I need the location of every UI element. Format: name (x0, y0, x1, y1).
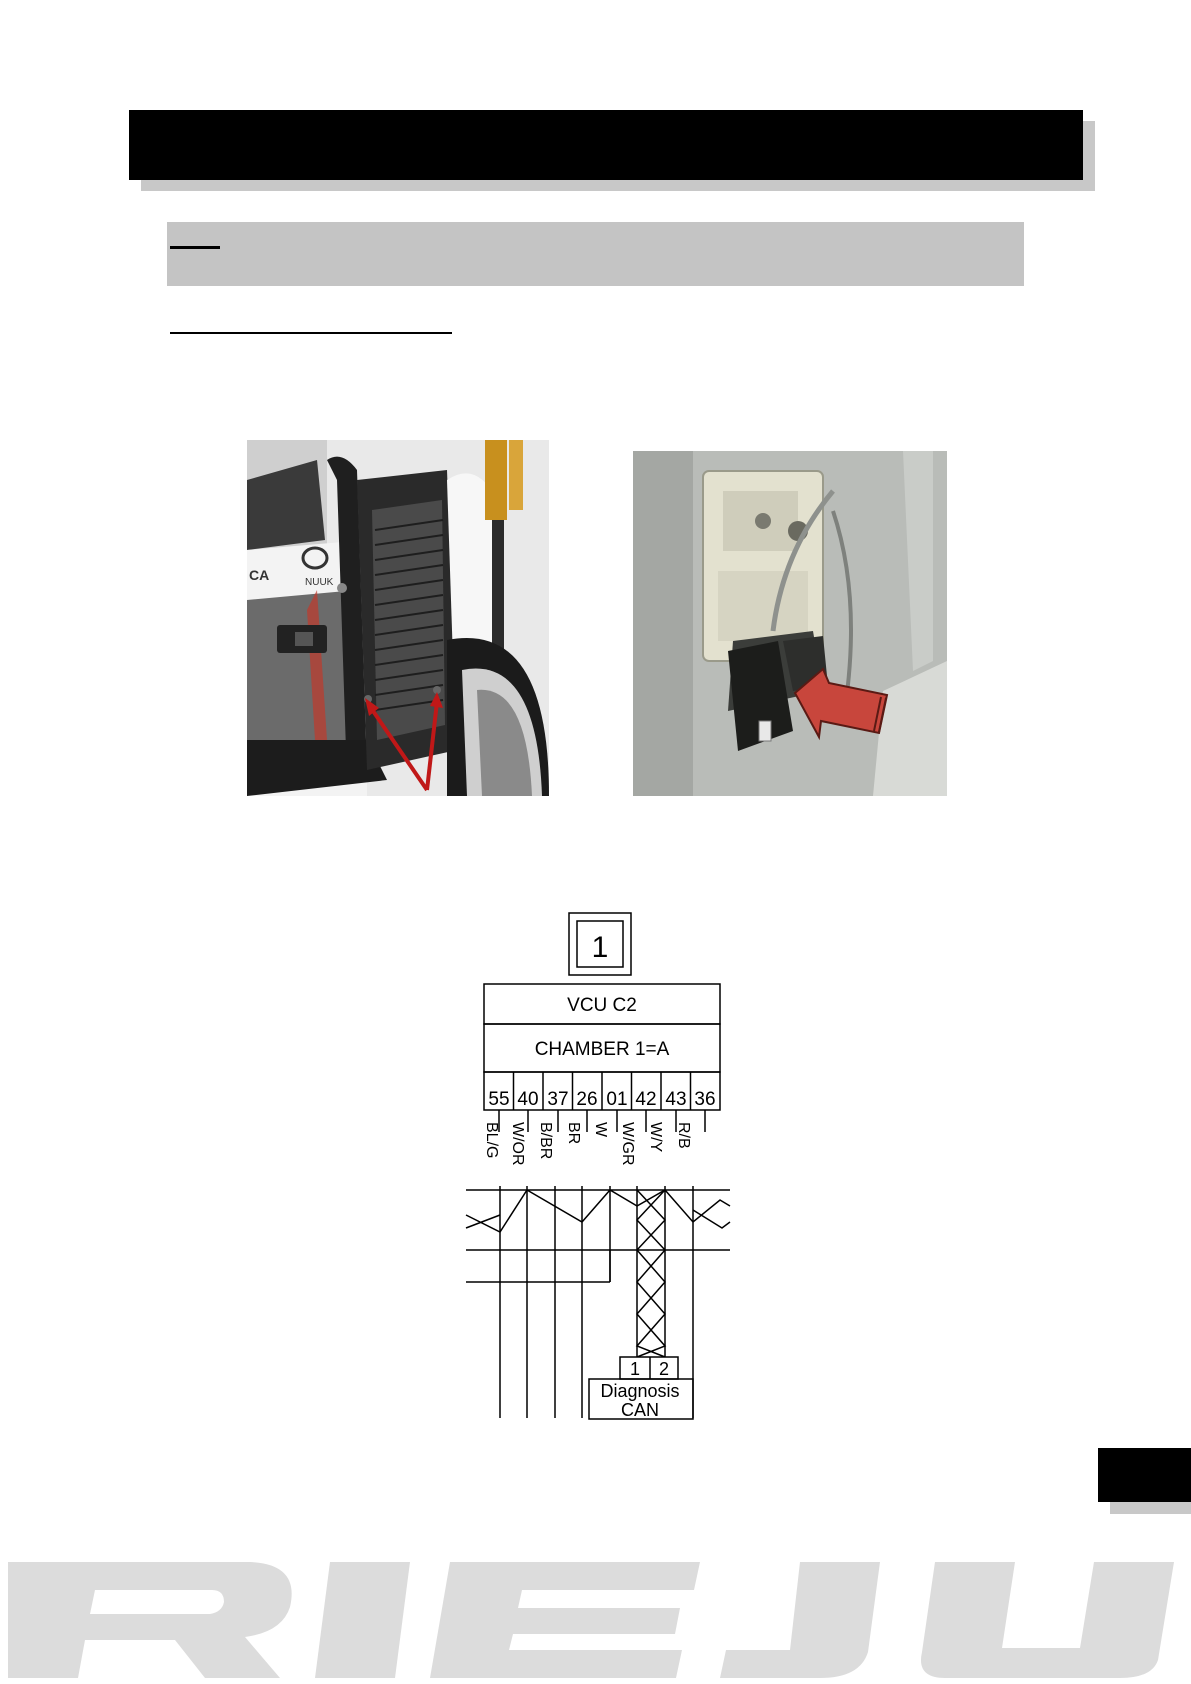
wire-color-label: W/OR (509, 1122, 526, 1166)
section-header-bar (129, 110, 1083, 180)
wire-color-label: B/BR (537, 1122, 554, 1160)
wiring-diagram (460, 910, 740, 1420)
box-number: 1 (591, 931, 609, 964)
pin-label: 42 (635, 1089, 657, 1110)
svg-text:CA: CA (249, 567, 270, 583)
svg-text:NUUK: NUUK (305, 577, 334, 588)
photo-vcu-connector (633, 451, 947, 796)
diag-pin-label: 2 (658, 1359, 670, 1379)
note-box (167, 222, 1024, 286)
wire-color-label: W (592, 1122, 609, 1138)
diagnosis-label: Diagnosis (600, 1381, 680, 1401)
pin-label: 55 (488, 1089, 510, 1110)
connector-title: VCU C2 (567, 995, 637, 1016)
section-title-underline (170, 332, 452, 334)
chamber-label: CHAMBER 1=A (534, 1039, 670, 1060)
pin-label: 37 (547, 1089, 569, 1110)
pin-label: 40 (517, 1089, 539, 1110)
wire-color-label: W/GR (619, 1122, 636, 1166)
pin-label: 36 (694, 1089, 716, 1110)
wire-color-label: BL/G (483, 1122, 500, 1159)
rieju-logo (0, 1552, 1191, 1682)
pin-label: 01 (606, 1089, 628, 1110)
note-underline (170, 246, 220, 249)
pin-label: 43 (665, 1089, 687, 1110)
wire-color-label: W/Y (647, 1122, 664, 1153)
can-label: CAN (620, 1400, 660, 1420)
wire-color-label: R/B (675, 1122, 692, 1149)
pin-label: 26 (576, 1089, 598, 1110)
diag-pin-label: 1 (629, 1359, 641, 1379)
wire-color-label: BR (565, 1122, 582, 1145)
photo-scooter-side (247, 440, 549, 796)
page-tab (1098, 1448, 1191, 1502)
